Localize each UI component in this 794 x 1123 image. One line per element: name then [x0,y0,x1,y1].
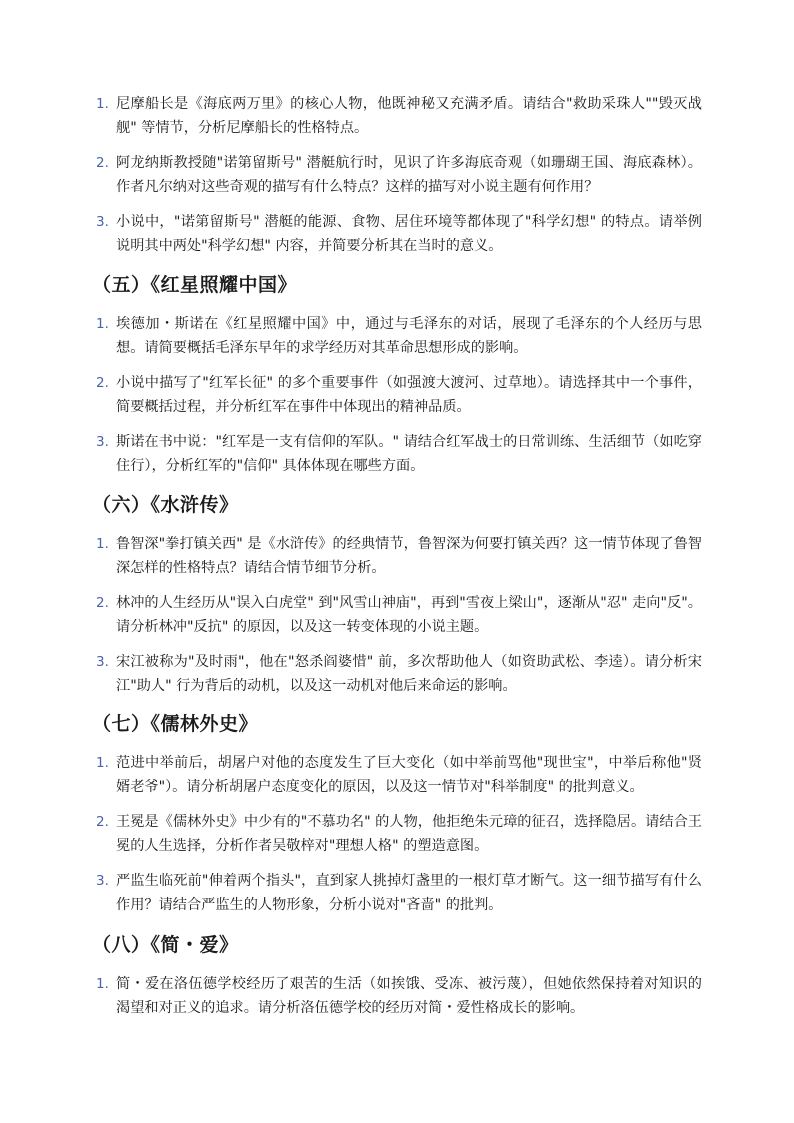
question-list [96,972,702,1020]
question-item [96,430,702,478]
section-heading: （八）《简・爱》 [92,934,239,956]
question-text: 尼摩船长是《海底两万里》的核心人物，他既神秘又充满矛盾。请结合"救助采珠人""毁灭战舰" 等情节，分析尼摩船长的性格特点。 [116,96,702,136]
question-item [96,210,702,258]
question-number: 2. [96,155,109,171]
section-heading: （六）《水浒传》 [92,494,239,516]
question-list [96,92,702,258]
section-hongxing [92,272,702,489]
question-text: 小说中描写了"红军长征" 的多个重要事件（如强渡大渡河、过草地）。请选择其中一个事件，简要概括过程，并分析红军在事件中体现出的精神品质。 [116,375,702,415]
question-text: 严监生临死前"伸着两个指头"，直到家人挑掉灯盏里的一根灯草才断气。这一细节描写有什么作用？请结合严监生的人物形象，分析小说对"吝啬" 的批判。 [116,873,702,913]
question-number: 2. [96,595,109,611]
question-list [96,312,702,478]
question-list [96,532,702,698]
question-text: 宋江被称为"及时雨"，他在"怒杀阎婆惜" 前，多次帮助他人（如资助武松、李逵）。请分析宋江"助人" 行为背后的动机，以及这一动机对他后来命运的影响。 [116,654,702,694]
question-text: 范进中举前后，胡屠户对他的态度发生了巨大变化（如中举前骂他"现世宝"，中举后称他"贤婿老爷"）。请分析胡屠户态度变化的原因，以及这一情节对"科举制度" 的批判意义。 [116,755,702,795]
question-item [96,92,702,140]
question-number: 3. [96,654,109,670]
question-item [96,591,702,639]
question-number: 1. [96,536,109,552]
question-text: 简・爱在洛伍德学校经历了艰苦的生活（如挨饿、受冻、被污蔑），但她依然保持着对知识的渴望和对正义的追求。请分析洛伍德学校的经历对简・爱性格成长的影响。 [116,976,702,1016]
question-text: 阿龙纳斯教授随"诺第留斯号" 潜艇航行时，见识了许多海底奇观（如珊瑚王国、海底森林）。作者凡尔纳对这些奇观的描写有什么特点？这样的描写对小说主题有何作用？ [116,155,702,195]
question-item [96,151,702,199]
question-number: 1. [96,316,109,332]
question-number: 2. [96,814,109,830]
question-number: 1. [96,755,109,771]
question-text: 埃德加・斯诺在《红星照耀中国》中，通过与毛泽东的对话，展现了毛泽东的个人经历与思想。请简要概括毛泽东早年的求学经历对其革命思想形成的影响。 [116,316,702,356]
question-item [96,312,702,360]
section-rulin [92,711,702,928]
question-number: 3. [96,214,109,230]
section-haidi [96,92,702,269]
question-number: 3. [96,434,109,450]
question-text: 鲁智深"拳打镇关西" 是《水浒传》的经典情节，鲁智深为何要打镇关西？这一情节体现了鲁智深怎样的性格特点？请结合情节细节分析。 [116,536,702,576]
question-list [96,751,702,917]
section-heading: （五）《红星照耀中国》 [92,274,298,296]
question-text: 林冲的人生经历从"误入白虎堂" 到"风雪山神庙"，再到"雪夜上梁山"，逐渐从"忍" 走向"反"。请分析林冲"反抗" 的原因，以及这一转变体现的小说主题。 [116,595,702,635]
question-text: 小说中，"诺第留斯号" 潜艇的能源、食物、居住环境等都体现了"科学幻想" 的特点。请举例说明其中两处"科学幻想" 内容，并简要分析其在当时的意义。 [116,214,702,254]
question-number: 3. [96,873,109,889]
section-jianai [92,932,702,1031]
question-number: 2. [96,375,109,391]
question-item [96,810,702,858]
question-text: 斯诺在书中说："红军是一支有信仰的军队。" 请结合红军战士的日常训练、生活细节（如吃穿住行），分析红军的"信仰" 具体体现在哪些方面。 [116,434,702,474]
question-text: 王冕是《儒林外史》中少有的"不慕功名" 的人物，他拒绝朱元璋的征召，选择隐居。请结合王冕的人生选择，分析作者吴敬梓对"理想人格" 的塑造意图。 [116,814,702,854]
question-item [96,869,702,917]
question-item [96,650,702,698]
section-shuihu [92,492,702,709]
question-item [96,532,702,580]
question-number: 1. [96,96,109,112]
question-item [96,972,702,1020]
question-item [96,371,702,419]
question-number: 1. [96,976,109,992]
question-item [96,751,702,799]
section-heading: （七）《儒林外史》 [92,713,259,735]
